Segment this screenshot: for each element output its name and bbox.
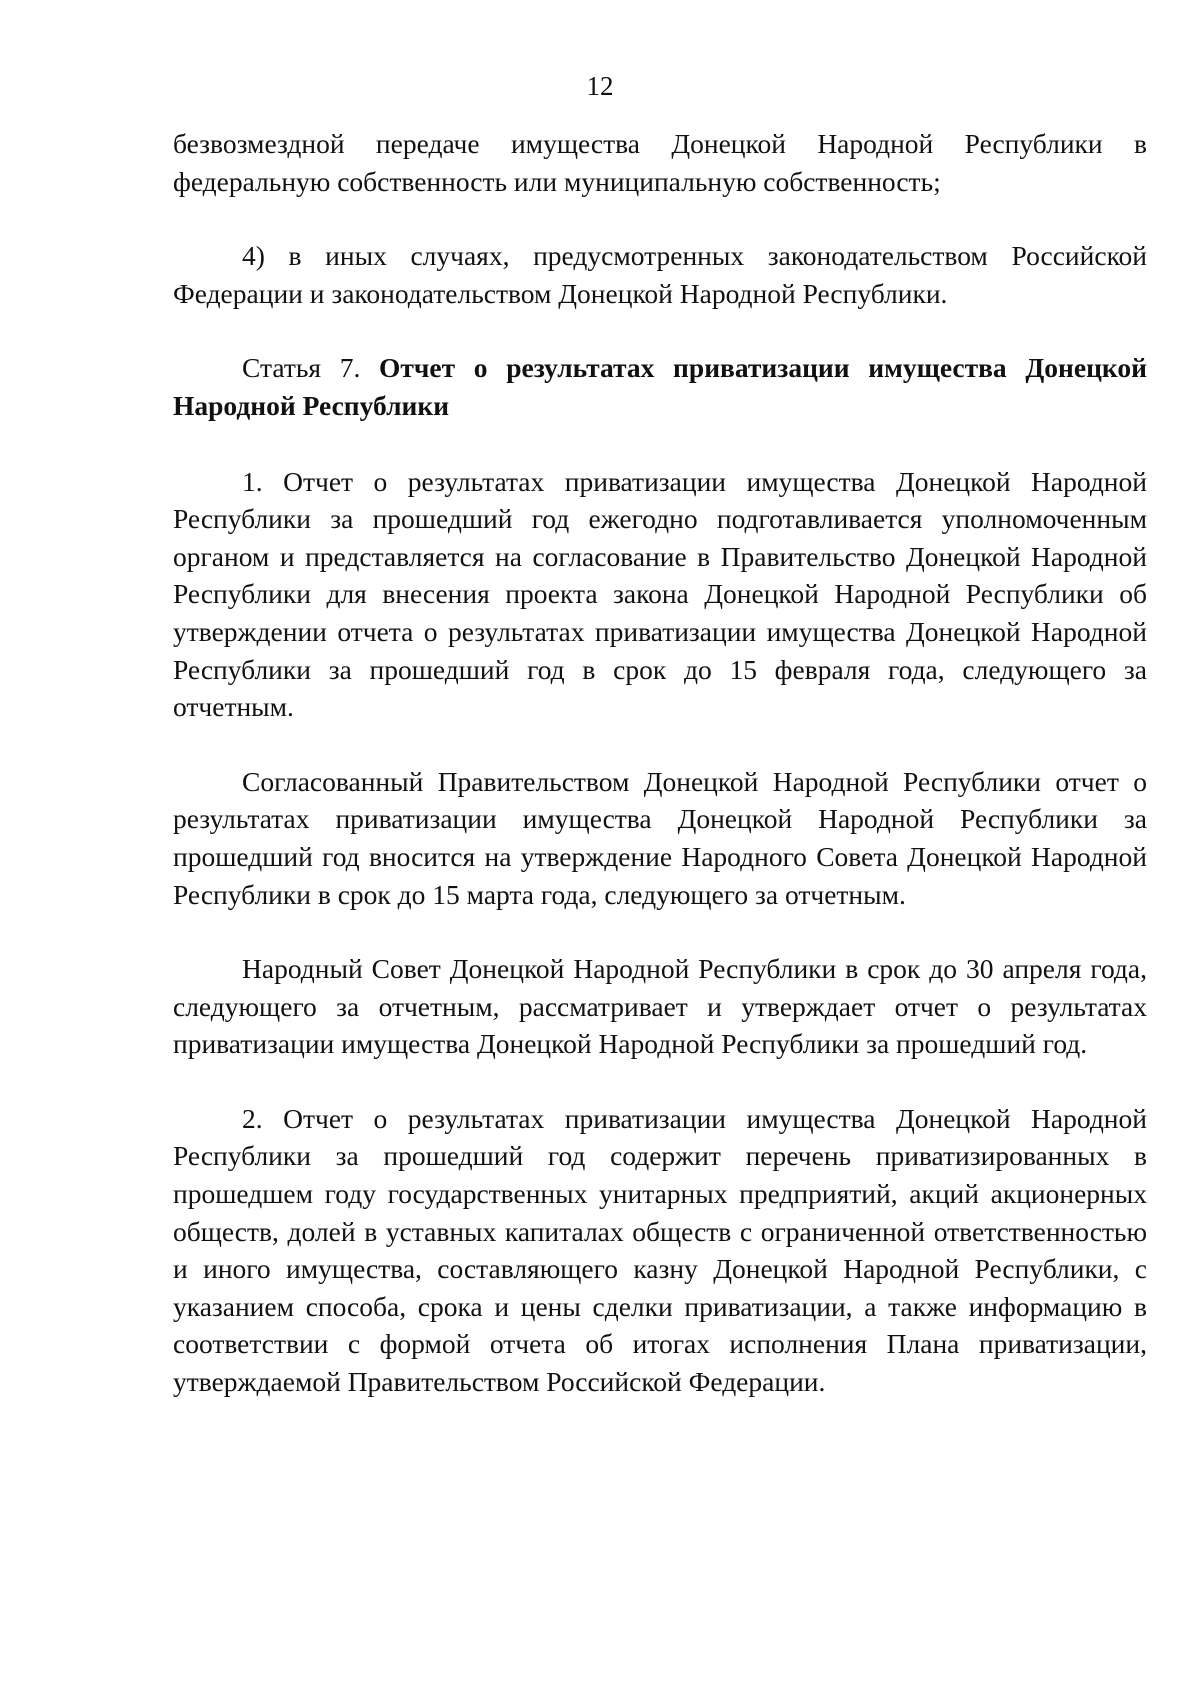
- article-title: Отчет о результатах приватизации имущества Донецкой Народной Республики: [173, 352, 1147, 421]
- paragraph-continuation: безвозмездной передаче имущества Донецкой Народной Республики в федеральную собственность или муниципальную собственность;: [173, 128, 1147, 197]
- paragraph-council: Народный Совет Донецкой Народной Республики в срок до 30 апреля года, следующего за отчетным, рассматривает и утверждает отчет о результатах приватизации имущества Донецкой Народной Республики за прошедший год.: [173, 953, 1147, 1060]
- document-body: [173, 125, 1147, 1438]
- paragraph-clause-2: 2. Отчет о результатах приватизации имущества Донецкой Народной Республики за прошедший год содержит перечень приватизированных в прошедшем году государственных унитарных предприятий, акций акционерных обществ, долей в уставных капиталах обществ с ограниченной ответственностью и иного имущества, составляющего казну Донецкой Народной Республики, с указанием способа, срока и цены сделки приватизации, а также информацию в соответствии с формой отчета об итогах исполнения Плана приватизации, утверждаемой Правительством Российской Федерации.: [173, 1102, 1147, 1398]
- page-number: 12: [586, 71, 614, 101]
- paragraph-item-4: 4) в иных случаях, предусмотренных законодательством Российской Федерации и законодательством Донецкой Народной Республики.: [173, 240, 1147, 309]
- paragraph-clause-1: 1. Отчет о результатах приватизации имущества Донецкой Народной Республики за прошедший год ежегодно подготавливается уполномоченным органом и представляется на согласование в Правительство Донецкой Народной Республики для внесения проекта закона Донецкой Народной Республики об утверждении отчета о результатах приватизации имущества Донецкой Народной Республики за прошедший год в срок до 15 февраля года, следующего за отчетным.: [173, 465, 1147, 723]
- paragraph-approval: Согласованный Правительством Донецкой Народной Республики отчет о результатах приватизации имущества Донецкой Народной Республики за прошедший год вносится на утверждение Народного Совета Донецкой Народной Республики в срок до 15 марта года, следующего за отчетным.: [173, 765, 1147, 910]
- article-number: Статья 7.: [242, 352, 379, 384]
- article-heading: [173, 349, 1147, 424]
